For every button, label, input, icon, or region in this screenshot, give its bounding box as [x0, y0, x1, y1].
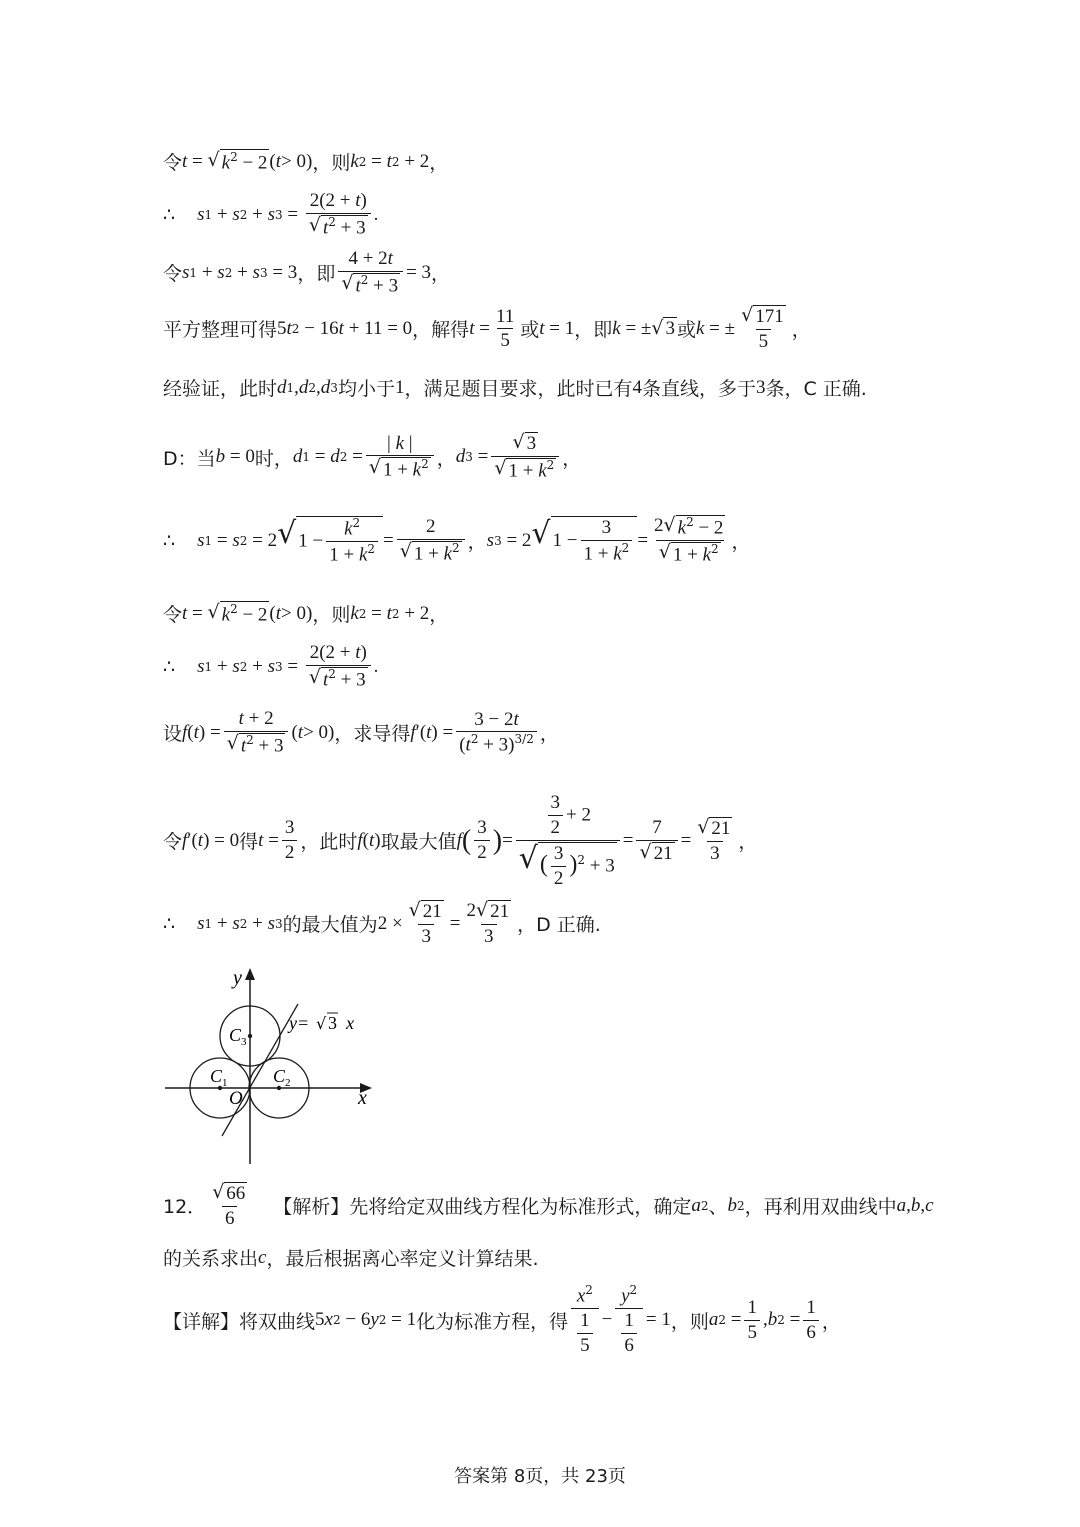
c2-subscript: 2: [285, 1077, 291, 1089]
c3-label: C: [229, 1025, 242, 1045]
c2-label: C: [273, 1066, 286, 1086]
line-10: 设 f ( t ) = t + 2 √ $t^2 + 3$ ( t > 0) ，求导得 f ′( t ) = $\frac{3 - 2t}{(t^2 + 3)^{3/2}}$ ，: [163, 708, 559, 757]
line-12: ∴ s 1 + s 2 + s 3 的最大值为 2 × √ 21 3 = 2 √ 21 3 ，D 正确.: [163, 899, 601, 947]
c1-subscript: 1: [222, 1077, 228, 1089]
coordinate-diagram: [160, 964, 390, 1164]
line-label-x: x: [346, 1013, 354, 1033]
line-15: 【详解】 将双曲线 5 x 2 − 6 y 2 = 1 化为标准方程，得 $\frac{x^2}{\frac{1}{5}}$ − $\frac{y^2}{\frac{1}{6}}$ = 1 ，则 a 2 = $\frac{1}{5}$ , b 2 = $\frac{1}{6}$ ，: [163, 1283, 841, 1357]
line-4: 平方整理可得 5 t 2 − 16 t + 11 = 0 ，解得 t = $\frac{11}{5}$ 或 t = 1 ，即 k = ± √ 3 或 k = ± √ 171 5 ，: [163, 304, 811, 352]
line-label-radical: √: [316, 1014, 327, 1033]
line-9: ∴ s 1 + s 2 + s 3 = 2(2 + t) √ $t^2 + 3$ .: [163, 642, 379, 691]
y-axis-arrow: [245, 968, 255, 980]
line-label-rad-value: 3: [328, 1013, 337, 1033]
line-6: D：当 b = 0 时， d 1 = d 2 = | k | √ $1 + k^2$ ， d 3 = √ 3 √ $1 + k^2$ ，: [163, 431, 582, 482]
line-7: ∴ s 1 = s 2 = 2 √ 1 − $\frac{k^2}{1 + k^2}$ = 2 √ $1 + k^2$ ， s 3 = 2 √ 1 − $\frac{3}{1 + k^2}$ = 2 √ $k^2 - 2$ √ $1 + k^2$ ，: [163, 514, 751, 566]
x-axis-label: x: [358, 1087, 367, 1109]
line-1: 令 t = √ $k^2 - 2$ ( t > 0) ，则 k 2 = t 2 + 2 ，: [163, 148, 449, 174]
line-y-sqrt3x: [222, 1004, 298, 1136]
page-footer: 答案第 8页，共 23页: [454, 1466, 626, 1487]
center-c2: [277, 1086, 281, 1090]
origin-label: O: [229, 1088, 243, 1109]
line-3: 令 s 1 + s 2 + s 3 = 3 ，即 4 + 2t √ $t^2 + 3$ = 3 ，: [163, 248, 451, 297]
line-label: y=: [289, 1013, 310, 1033]
line-11: 令 f ′( t ) = 0 得 t = $\frac{3}{2}$ ，此时 f ( t ) 取最大值 f ( $\frac{3}{2}$ ) = $\frac{3}{2}$ + 2 √ ( $\frac{3}{2}$ )$^2$ + 3 = 7 √ 21 = √ 21 3 ，: [163, 792, 758, 889]
c3-subscript: 3: [241, 1036, 247, 1048]
line-2: ∴ s 1 + s 2 + s 3 = 2(2 + t) √ $t^2 + 3$ .: [163, 190, 379, 239]
y-axis-label: y: [233, 967, 242, 989]
line-5: 经验证，此时 d 1 , d 2 , d 3 均小于 1 ，满足题目要求，此时已有 4 条直线，多于 3 条，C 正确.: [163, 376, 867, 400]
line-13: 12． √ 66 6 【解析】 先将给定双曲线方程化为标准形式，确定 a 2 、 b 2 ，再利用双曲线中 a , b , c: [163, 1181, 934, 1229]
line-14: 的关系求出 c ，最后根据离心率定义计算结果.: [163, 1246, 539, 1270]
line-8: 令 t = √ $k^2 - 2$ ( t > 0) ，则 k 2 = t 2 + 2 ，: [163, 600, 449, 626]
center-c3: [248, 1034, 252, 1038]
c1-label: C: [210, 1066, 223, 1086]
circles-figure: [160, 964, 390, 1164]
